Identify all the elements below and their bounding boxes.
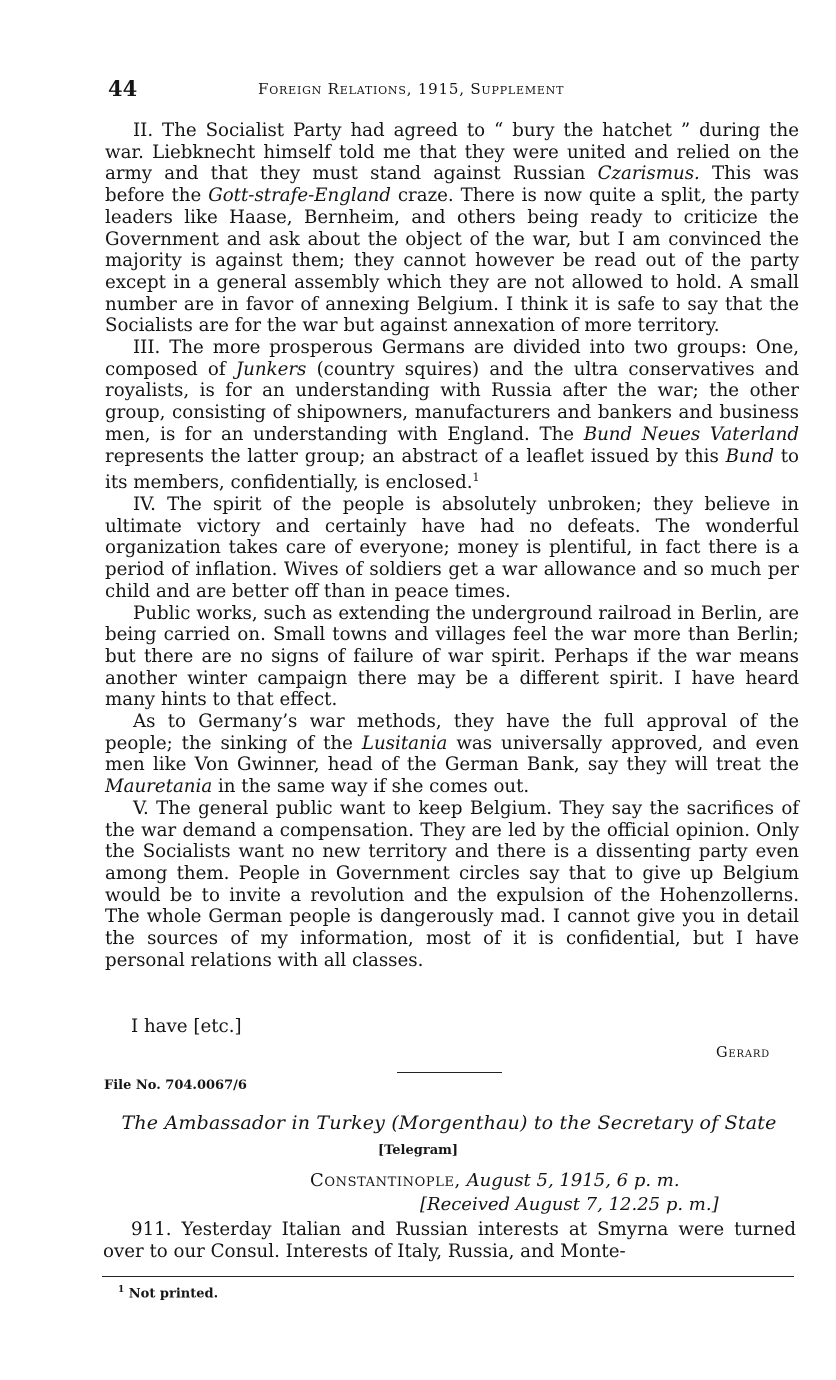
document-type-label: [Telegram] bbox=[377, 1143, 459, 1158]
footnote-divider bbox=[102, 1276, 794, 1277]
footnote bbox=[118, 1285, 218, 1301]
running-head bbox=[108, 76, 800, 104]
paragraph-text: in the same way if she comes out. bbox=[212, 776, 530, 798]
italic-term: Junkers bbox=[235, 358, 307, 380]
paragraph-text: Public works, such as extending the underground railroad in Berlin, are being carried on. Small towns and villages feel the war more than Berlin; but there are no signs of failure of war spirit. Perhaps if the war means another winter campaign there may be a different spirit. I have heard many hints to that effect. bbox=[105, 602, 799, 711]
footnote-text: Not printed. bbox=[124, 1286, 219, 1302]
paragraph-text: craze. There is now quite a split, the party leaders like Haase, Bernheim, and others being ready to criticize the Government and ask about the object of the war, but I am convinced the majority is against them; they cannot however be read out of the party except in a general assembly which they are not allowed to hold. A small number are in favor of annexing Belgium. I think it is safe to say that the Socialists are for the war but against annexation of more territory. bbox=[105, 185, 799, 337]
paragraph-text: to its members, confidentially, is enclosed. bbox=[105, 445, 799, 494]
italic-term: Bund bbox=[725, 445, 774, 467]
closing-text: I have [etc.] bbox=[131, 1016, 242, 1037]
file-number: File No. 704.0067/6 bbox=[104, 1078, 247, 1093]
paragraph-text: was universally approved, and even men like Von Gwinner, head of the German Bank, say they will treat the bbox=[105, 732, 799, 776]
running-title: Foreign Relations, 1915, Supplement bbox=[258, 80, 565, 98]
received-line: [Received August 7, 12.25 p. m.] bbox=[420, 1194, 719, 1215]
dateline bbox=[310, 1170, 680, 1191]
paragraph-text: III. The more prosperous Germans are divided into two groups: One, composed of bbox=[105, 337, 799, 380]
body-paragraph bbox=[105, 494, 799, 603]
italic-term: Lusitania bbox=[361, 732, 448, 754]
paragraph-text: IV. The spirit of the people is absolutely unbroken; they believe in ultimate victory and certainly have had no defeats. The wonderful organization takes care of everyone; money is plentiful, in fact there is a period of inflation. Wives of soldiers get a war allowance and so much per child and are better off than in peace times. bbox=[105, 494, 799, 602]
signature: Gerard bbox=[716, 1045, 770, 1061]
italic-term: Mauretania bbox=[105, 776, 213, 798]
dateline-place: Constantinople, bbox=[310, 1170, 461, 1191]
body-paragraph bbox=[105, 337, 799, 494]
paragraph-text: V. The general public want to keep Belgium. They say the sacrifices of the war demand a compensation. They are led by the official opinion. Only the Socialists want no new territory and there is a dissenting party even among them. People in Government circles say that to give up Belgium would be to invite a revolution and the expulsion of the Hohenzollerns. The whole German people is dangerously mad. I cannot give you in detail the sources of my information, most of it is confidential, but I have personal relations with all classes. bbox=[105, 797, 799, 971]
body-paragraph bbox=[105, 711, 799, 798]
telegram-paragraph: 911. Yesterday Italian and Russian interests at Smyrna were turned over to our Consul. Interests of Italy, Russia, and Monte- bbox=[103, 1219, 796, 1262]
body-paragraph bbox=[105, 798, 799, 972]
body-paragraph bbox=[105, 120, 799, 337]
footnote-reference: 1 bbox=[472, 471, 480, 485]
body-text bbox=[105, 120, 799, 971]
italic-term: Gott-strafe-England bbox=[208, 185, 391, 207]
document-heading: The Ambassador in Turkey (Morgenthau) to the Secretary of State bbox=[121, 1112, 777, 1134]
paragraph-text: As to Germany’s war methods, they have the full approval of the people; the sinking of the bbox=[105, 711, 799, 754]
paragraph-text: (country squires) and the ultra conservatives and royalists, is for an understanding with Russia after the war; the other group, consisting of shipowners, manufacturers and bankers and business men, is for an understanding with England. The bbox=[105, 358, 799, 445]
paragraph-text: represents the latter group; an abstract of a leaflet issued by this bbox=[105, 445, 726, 467]
paragraph-text: This was before the bbox=[105, 163, 799, 207]
italic-term: Bund Neues Vaterland bbox=[583, 423, 799, 445]
italic-term: Czarismus. bbox=[597, 163, 700, 185]
body-paragraph bbox=[105, 603, 799, 712]
footnote-marker: 1 bbox=[118, 1285, 125, 1295]
page-number: 44 bbox=[108, 76, 138, 101]
dateline-time: August 5, 1915, 6 p. m. bbox=[466, 1170, 680, 1191]
paragraph-text: II. The Socialist Party had agreed to “ bury the hatchet ” during the war. Liebknecht himself told me that they were united and relied on the army and that they must stand against Russian bbox=[105, 120, 799, 185]
section-divider bbox=[397, 1072, 502, 1073]
